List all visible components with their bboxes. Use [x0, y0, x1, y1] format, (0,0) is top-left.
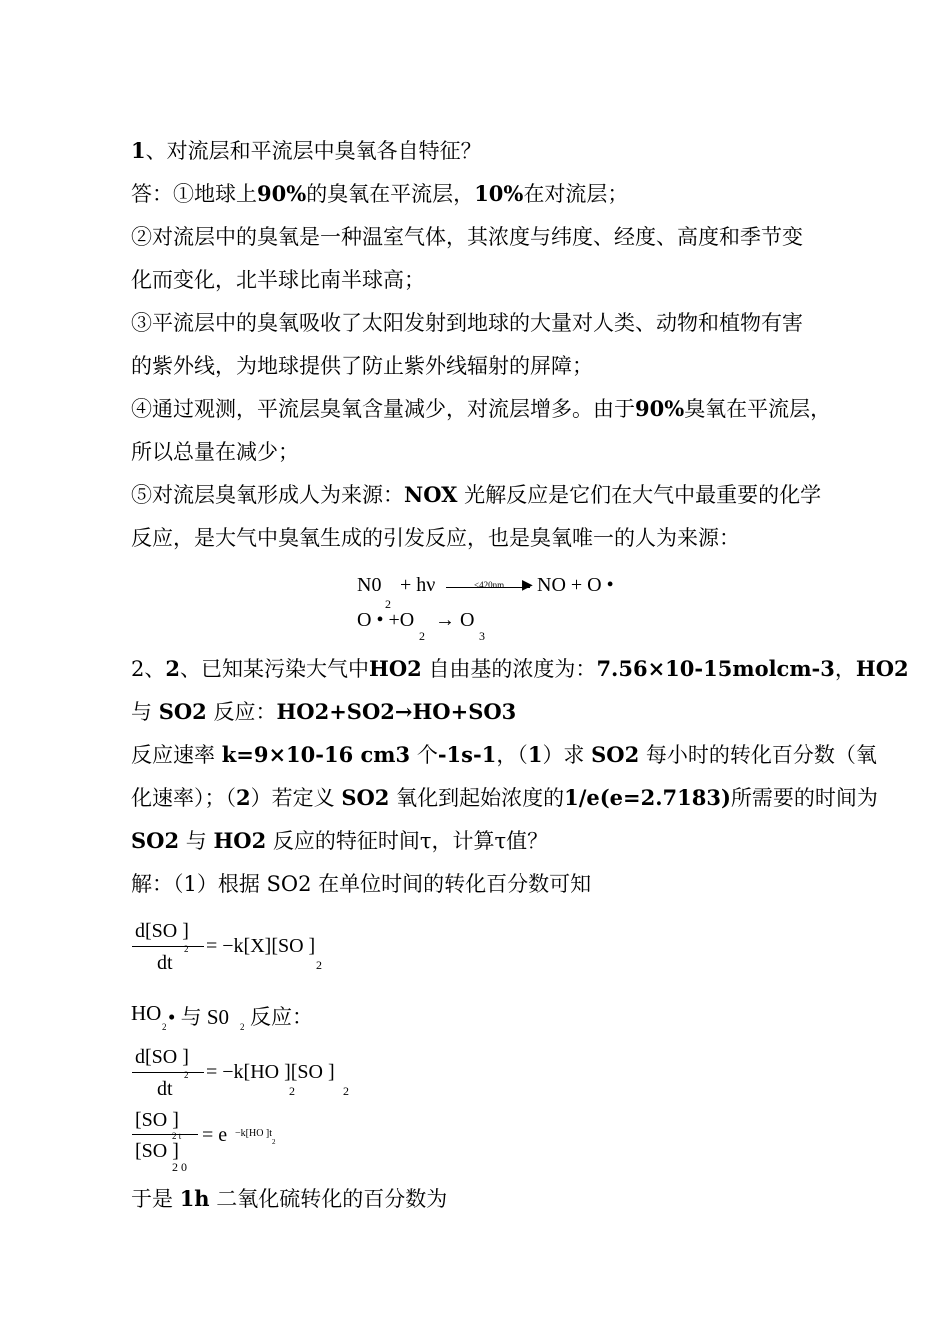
fraction-bar [132, 1134, 198, 1135]
answer-line-1: 答：①地球上90%的臭氧在平流层，10%在对流层； [131, 181, 629, 206]
question-2-line-4: 化速率）；（2）若定义 SO2 氧化到起始浓度的1/e(e=2.7183)所需要的时间为 [131, 785, 878, 810]
question-2-line-1: 2、2、已知某污染大气中HO2 自由基的浓度为：7.56×10-15molcm-3，HO2 [131, 656, 909, 681]
solution-intro: 解：（1）根据 SO2 在单位时间的转化百分数可知 [131, 872, 592, 896]
question-2-line-3: 反应速率 k=9×10-16 cm3 个-1s-1，（1）求 SO2 每小时的转化百分数（氧 [131, 742, 877, 767]
answer-point-5-line-1: ⑤对流层臭氧形成人为来源：NOX 光解反应是它们在大气中最重要的化学 [131, 482, 822, 507]
question-2-line-2: 与 SO2 反应：HO2+SO2→HO+SO3 [131, 699, 517, 724]
fraction-bar [132, 1072, 204, 1073]
answer-point-3-line-2: 的紫外线，为地球提供了防止紫外线辐射的屏障； [131, 354, 593, 378]
reaction-arrow-head-icon: ▶ [522, 577, 533, 593]
answer-point-2-line-1: ②对流层中的臭氧是一种温室气体，其浓度与纬度、经度、高度和季节变 [131, 225, 803, 249]
answer-point-5-line-2: 反应，是大气中臭氧生成的引发反应，也是臭氧唯一的人为来源： [131, 526, 740, 550]
reaction-arrow-line [446, 587, 530, 588]
answer-point-4-line-2: 所以总量在减少； [131, 440, 299, 464]
document-page: 1、对流层和平流层中臭氧各自特征？ 答：①地球上90%的臭氧在平流层，10%在对流层； ②对流层中的臭氧是一种温室气体，其浓度与纬度、经度、高度和季节变 化而变化，北半球比南半球高； ③平流层中的臭氧吸收了太阳发射到地球的大量对人类、动物和植物有害 的紫外线，为地球提供了防止紫外线辐射的屏障； ④通过观测，平流层臭氧含量减少，对流层增多。由于90%臭氧在平流层， 所以总量在减少； ⑤对流层臭氧形成人为来源：NOX 光解反应是它们在大气中最重要的化学 反应，是大气中臭氧生成的引发反应，也是臭氧唯一的人为来源： N0 2 + hν <420nm ▶ NO + O • O • +O 2 → O 3 2、2、已知某污染大气中HO2 自由基的浓度为：7.56×10-15molcm-3，HO2 与 SO2 反应：HO2+SO2→HO+SO3 反应速率 k=9×10-16 cm3 个-1s-1，（1）求 SO2 每小时的转化百分数（氧 化速率）；（2）若定义 SO2 氧化到起始浓度的1/e(e=2.7183)所需要的时间为 SO2 与 HO2 反应的特征时间τ，计算τ值？ 解：（1）根据 SO2 在单位时间的转化百分数可知 d[SO ] 2 dt = −k[X][SO ] 2 HO 2 • 与 S0 2 反应： d[SO ] 2 dt = −k[HO ][SO ] 2 2 [SO ] 2 t [SO ] 2 0 = e −k[HO ]t 2 于是 1h 二氧化硫转化的百分数为 [131, 138, 909, 1211]
answer-point-2-line-2: 化而变化，北半球比南半球高； [131, 268, 425, 292]
conversion-percentage-line: 于是 1h 二氧化硫转化的百分数为 [131, 1186, 448, 1211]
question-1-title: 1、对流层和平流层中臭氧各自特征？ [131, 138, 482, 163]
fraction-bar [132, 946, 204, 947]
answer-point-4-line-1: ④通过观测，平流层臭氧含量减少，对流层增多。由于90%臭氧在平流层， [131, 396, 832, 421]
answer-point-3-line-1: ③平流层中的臭氧吸收了太阳发射到地球的大量对人类、动物和植物有害 [131, 311, 803, 335]
question-2-line-5: SO2 与 HO2 反应的特征时间τ，计算τ值？ [131, 828, 549, 853]
